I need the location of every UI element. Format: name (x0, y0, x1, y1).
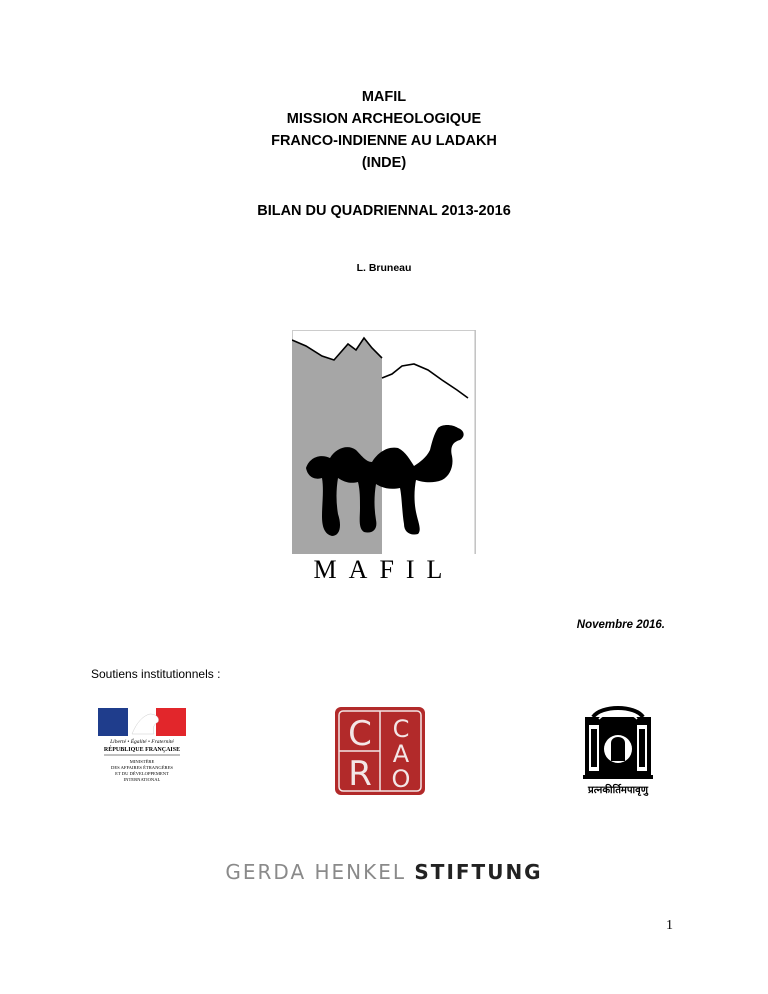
support-label: Soutiens institutionnels : (91, 667, 221, 681)
title-line: MISSION ARCHEOLOGIQUE (286, 111, 482, 127)
gerda-light: GERDA HENKEL (225, 860, 407, 884)
crcao-letter: O (391, 765, 411, 793)
asi-motto: प्रत्नकीर्तिमपावृणु (588, 785, 648, 796)
rf-name: RÉPUBLIQUE FRANÇAISE (103, 747, 181, 753)
rf-ministry-line: MINISTÈRE (129, 759, 155, 764)
page-number: 1 (666, 918, 673, 933)
title-line: MAFIL (361, 89, 407, 105)
document-title (0, 86, 768, 174)
rf-motto: Liberté • Égalité • Fraternité (110, 739, 174, 745)
crcao-letter: C (392, 715, 410, 743)
republique-francaise-logo (98, 708, 186, 790)
author: L. Bruneau (356, 262, 412, 274)
mafil-logo (292, 330, 476, 584)
rf-ministry-line: DES AFFAIRES ÉTRANGÈRES (111, 765, 173, 770)
crcao-letter: R (348, 754, 372, 794)
title-line: FRANCO-INDIENNE AU LADAKH (271, 133, 497, 149)
document-date: Novembre 2016. (576, 619, 665, 631)
title-line: (INDE) (361, 155, 407, 171)
logo-wordmark: MAFIL (313, 555, 455, 584)
rf-ministry-line: ET DU DÉVELOPPEMENT (115, 771, 169, 776)
rf-ministry-line: INTERNATIONAL (123, 777, 161, 782)
gerda-henkel-logo (0, 860, 768, 884)
crcao-letter: A (392, 740, 410, 768)
gerda-dark: STIFTUNG (414, 860, 543, 884)
report-subtitle: BILAN DU QUADRIENNAL 2013-2016 (257, 203, 511, 219)
asi-logo (575, 705, 661, 799)
crcao-logo (335, 707, 425, 795)
crcao-letter: C (348, 714, 372, 754)
